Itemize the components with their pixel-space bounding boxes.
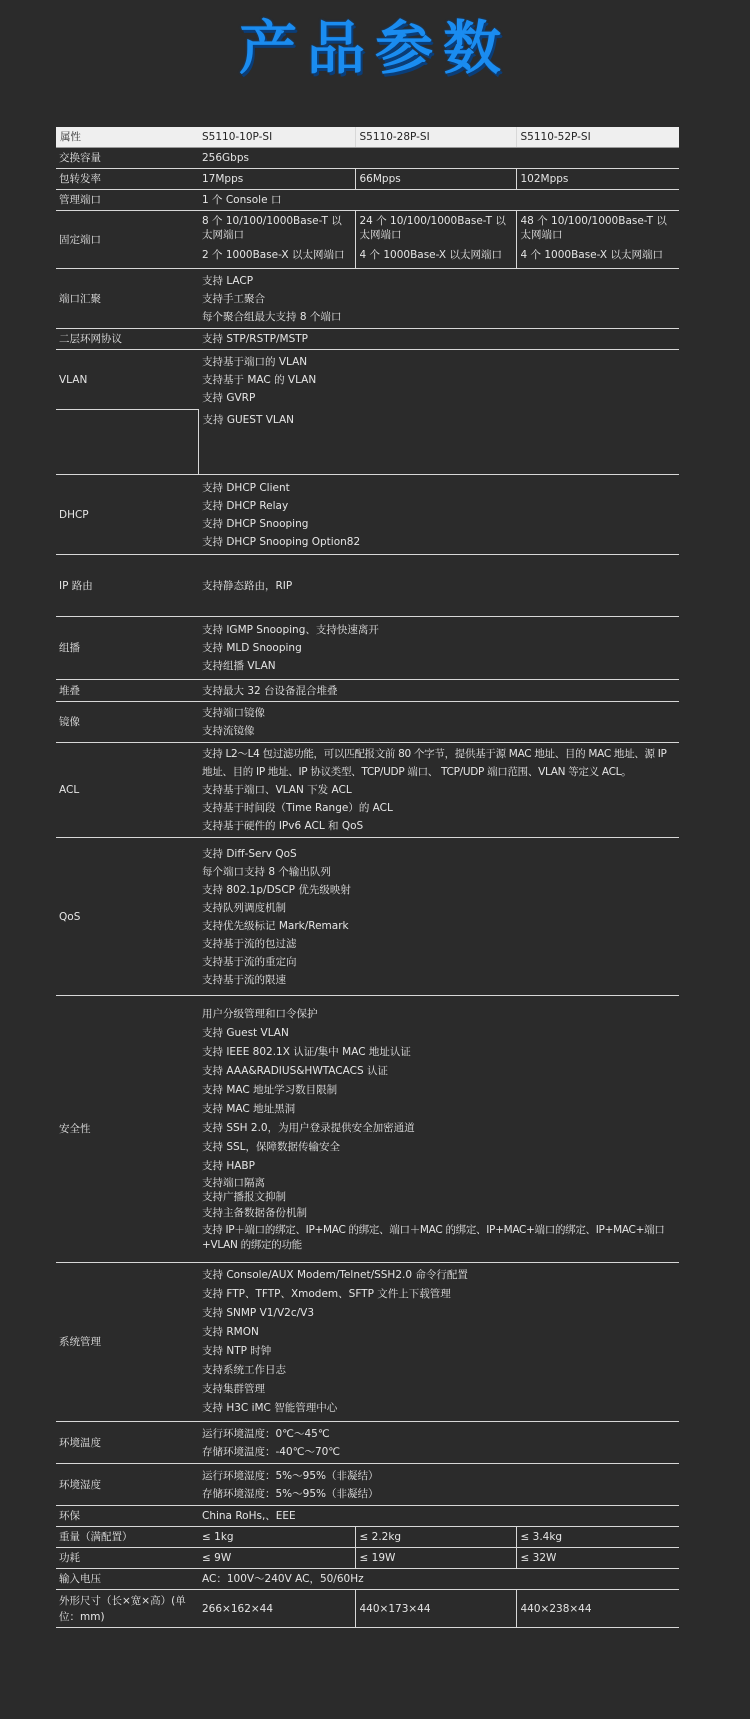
row-label: 重量（满配置）: [56, 1527, 198, 1548]
line: 支持 IEEE 802.1X 认证/集中 MAC 地址认证: [202, 1046, 411, 1058]
row-value: [198, 269, 679, 329]
row-label: 镜像: [56, 702, 198, 743]
row-label: 管理端口: [56, 190, 198, 211]
line: 支持组播 VLAN: [202, 660, 276, 672]
table-row: [56, 169, 679, 190]
line: 支持 DHCP Snooping: [202, 517, 309, 530]
row-value: 支持最大 32 台设备混合堆叠: [198, 680, 679, 702]
line: 8 个 10/100/1000Base-T 以太网端口: [202, 215, 342, 241]
table-row: [56, 1506, 679, 1527]
row-value: 440×173×44: [355, 1590, 516, 1628]
line: 支持集群管理: [202, 1383, 265, 1395]
row-label: 包转发率: [56, 169, 198, 190]
row-label: 堆叠: [56, 680, 198, 702]
row-value: ≤ 1kg: [198, 1527, 355, 1548]
table-row: [56, 211, 679, 269]
row-value: [198, 1464, 679, 1506]
table-row: [56, 1548, 679, 1569]
row-value: [516, 211, 679, 269]
table-row: [56, 269, 679, 329]
line: 支持 Diff-Serv QoS: [202, 847, 297, 860]
row-value: [198, 410, 679, 475]
row-label: 环保: [56, 1506, 198, 1527]
line: 支持广播报文抑制: [202, 1191, 286, 1203]
table-row: [56, 1464, 679, 1506]
line: 支持流镜像: [202, 725, 255, 737]
table-row: [56, 190, 679, 211]
row-label: 环境湿度: [56, 1464, 198, 1506]
table-row: [56, 702, 679, 743]
row-label: [56, 410, 198, 475]
line: 支持基于 MAC 的 VLAN: [202, 373, 317, 386]
row-value: [198, 350, 679, 410]
line: 支持 LACP: [202, 274, 254, 287]
table-row: [56, 410, 679, 475]
header-cell: S5110-28P-SI: [355, 127, 516, 148]
row-label: ACL: [56, 743, 198, 838]
line: 存储环境温度：-40℃～70℃: [202, 1445, 341, 1458]
row-value: 256Gbps: [198, 148, 679, 169]
table-row: [56, 555, 679, 617]
line: 运行环境温度：0℃～45℃: [202, 1427, 330, 1440]
table-row: [56, 148, 679, 169]
table-row: [56, 350, 679, 410]
line: 24 个 10/100/1000Base-T 以太网端口: [359, 215, 506, 241]
line: 支持主备数据备份机制: [202, 1207, 307, 1219]
line: 用户分级管理和口令保护: [202, 1008, 318, 1020]
row-value: ≤ 9W: [198, 1548, 355, 1569]
row-value: [355, 211, 516, 269]
table-row: [56, 1422, 679, 1464]
row-label: 端口汇聚: [56, 269, 198, 329]
row-value: 1 个 Console 口: [198, 190, 679, 211]
table-row: [56, 475, 679, 555]
line: 存储环境湿度：5%～95%（非凝结）: [202, 1487, 379, 1500]
row-label: 系统管理: [56, 1263, 198, 1422]
row-value: [198, 838, 679, 996]
row-label: 环境温度: [56, 1422, 198, 1464]
row-value: 17Mpps: [198, 169, 355, 190]
line: 支持基于时间段（Time Range）的 ACL: [202, 802, 393, 814]
line: 支持 SNMP V1/V2c/V3: [202, 1307, 315, 1319]
line: 支持 L2～L4 包过滤功能，可以匹配报文前 80 个字节，提供基于源 MAC 地址、目的 MAC 地址、源 IP 地址、目的 IP 地址、IP 协议类型、TCP/UDP 端口、 TCP/UDP 端口范围、VLAN 等定义 ACL。: [202, 748, 667, 778]
row-label: DHCP: [56, 475, 198, 555]
table-row: [56, 838, 679, 996]
line: 支持 MAC 地址黑洞: [202, 1103, 296, 1115]
line: 支持 Guest VLAN: [202, 1027, 289, 1039]
line: 48 个 10/100/1000Base-T 以太网端口: [520, 215, 667, 241]
row-value: 66Mpps: [355, 169, 516, 190]
table-header-row: [56, 127, 679, 148]
row-value: [198, 702, 679, 743]
row-value: [198, 1422, 679, 1464]
row-value: ≤ 32W: [516, 1548, 679, 1569]
row-value: 102Mpps: [516, 169, 679, 190]
line: 支持 GUEST VLAN: [202, 413, 295, 426]
line: 每个聚合组最大支持 8 个端口: [202, 310, 342, 323]
line: 支持 MAC 地址学习数目限制: [202, 1084, 338, 1096]
line: 支持端口镜像: [202, 707, 265, 719]
line: 支持 FTP、TFTP、Xmodem、SFTP 文件上下载管理: [202, 1288, 451, 1300]
row-label: 组播: [56, 617, 198, 680]
line: 支持 IGMP Snooping、支持快速离开: [202, 624, 379, 636]
table-row: [56, 617, 679, 680]
table-row: [56, 1590, 679, 1628]
row-label: 交换容量: [56, 148, 198, 169]
table-row: [56, 680, 679, 702]
row-value: [198, 617, 679, 680]
line: 支持 RMON: [202, 1326, 259, 1338]
line: 4 个 1000Base-X 以太网端口: [520, 249, 663, 261]
line: 支持 DHCP Snooping Option82: [202, 535, 361, 548]
line: 支持 SSH 2.0，为用户登录提供安全加密通道: [202, 1122, 415, 1134]
row-value: China RoHs,、EEE: [198, 1506, 679, 1527]
row-value: 支持 STP/RSTP/MSTP: [198, 329, 679, 350]
table-row: [56, 1263, 679, 1422]
table-row: [56, 996, 679, 1263]
line: 支持 NTP 时钟: [202, 1345, 272, 1357]
line: 支持基于流的限速: [202, 973, 286, 986]
line: 支持优先级标记 Mark/Remark: [202, 919, 349, 932]
row-value: [198, 475, 679, 555]
line: 支持 GVRP: [202, 391, 256, 404]
line: 支持基于端口的 VLAN: [202, 355, 308, 368]
line: 支持系统工作日志: [202, 1364, 286, 1376]
line: 支持 SSL，保障数据传输安全: [202, 1141, 341, 1153]
row-value: [198, 211, 355, 269]
line: 支持 Console/AUX Modem/Telnet/SSH2.0 命令行配置: [202, 1269, 468, 1281]
row-label: VLAN: [56, 350, 198, 410]
table-row: [56, 743, 679, 838]
line: 每个端口支持 8 个输出队列: [202, 865, 331, 878]
header-cell: 属性: [56, 127, 198, 148]
row-value: 440×238×44: [516, 1590, 679, 1628]
row-label: 固定端口: [56, 211, 198, 269]
row-value: ≤ 19W: [355, 1548, 516, 1569]
row-label: 输入电压: [56, 1569, 198, 1590]
row-label: 外形尺寸（长×宽×高）(单位：mm): [56, 1590, 198, 1628]
row-value: ≤ 3.4kg: [516, 1527, 679, 1548]
line: 支持基于流的包过滤: [202, 937, 297, 950]
line: 支持基于流的重定向: [202, 955, 297, 968]
line: 运行环境湿度：5%～95%（非凝结）: [202, 1469, 379, 1482]
line: 支持 DHCP Client: [202, 481, 290, 494]
row-label: 二层环网协议: [56, 329, 198, 350]
line: 支持 DHCP Relay: [202, 499, 289, 512]
line: 支持基于端口、VLAN 下发 ACL: [202, 784, 352, 796]
line: 支持 802.1p/DSCP 优先级映射: [202, 883, 351, 896]
table-row: [56, 1527, 679, 1548]
line: 支持 H3C iMC 智能管理中心: [202, 1402, 338, 1414]
row-value: [198, 996, 679, 1263]
line: 支持手工聚合: [202, 292, 265, 305]
table-row: [56, 329, 679, 350]
line: 支持队列调度机制: [202, 901, 286, 914]
row-value: [198, 743, 679, 838]
row-label: IP 路由: [56, 555, 198, 617]
header-cell: S5110-10P-SI: [198, 127, 355, 148]
row-value: [198, 1263, 679, 1422]
row-label: QoS: [56, 838, 198, 996]
header-cell: S5110-52P-SI: [516, 127, 679, 148]
row-value: ≤ 2.2kg: [355, 1527, 516, 1548]
page-title: 产品参数: [238, 14, 511, 82]
line: 支持 HABP: [202, 1160, 255, 1172]
line: 支持 IP＋端口的绑定、IP+MAC 的绑定、端口＋MAC 的绑定、IP+MAC+端口的绑定、IP+MAC+端口+VLAN 的绑定的功能: [202, 1224, 665, 1251]
line: 支持端口隔离: [202, 1177, 265, 1189]
line: 2 个 1000Base-X 以太网端口: [202, 249, 345, 261]
table-row: [56, 1569, 679, 1590]
row-value: AC：100V～240V AC，50/60Hz: [198, 1569, 679, 1590]
spec-table: [56, 127, 679, 1628]
row-value: 266×162×44: [198, 1590, 355, 1628]
row-label: 安全性: [56, 996, 198, 1263]
line: 4 个 1000Base-X 以太网端口: [359, 249, 502, 261]
line: 支持 MLD Snooping: [202, 642, 302, 654]
row-value: 支持静态路由，RIP: [198, 555, 679, 617]
row-label: 功耗: [56, 1548, 198, 1569]
line: 支持 AAA&RADIUS&HWTACACS 认证: [202, 1065, 388, 1077]
line: 支持基于硬件的 IPv6 ACL 和 QoS: [202, 820, 364, 832]
